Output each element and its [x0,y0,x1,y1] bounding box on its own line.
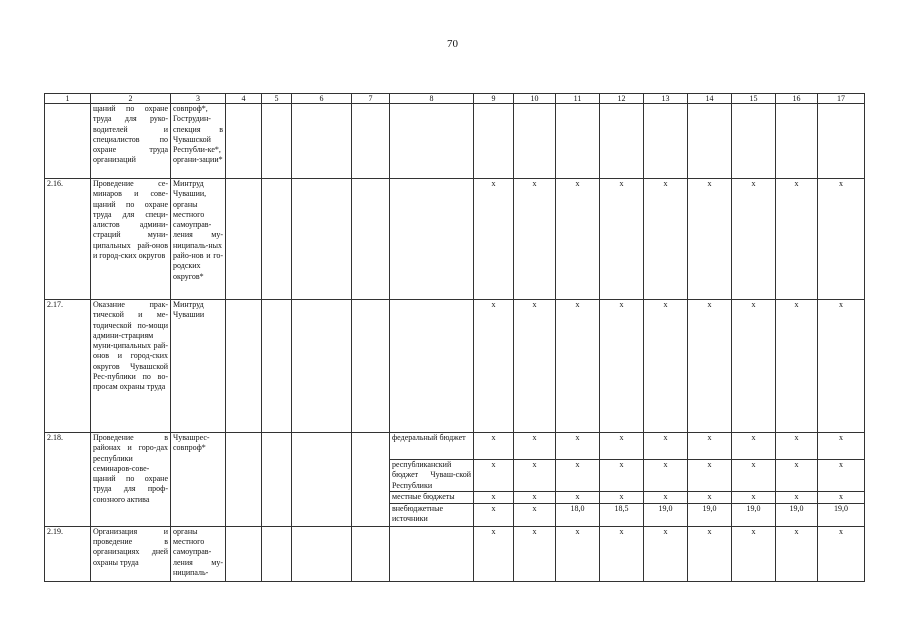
executor-cell: Минтруд Чувашии, органы местного самоуправ-ления му-ниципаль-ных райо-нов и го-родских округов* [171,179,226,300]
column-header: 4 [226,94,262,104]
funding-source-cell [390,300,474,433]
value-cell: х [776,179,818,300]
empty-cell [226,104,262,179]
column-header: 1 [45,94,91,104]
value-cell: х [688,526,732,581]
value-cell: х [776,433,818,460]
item-number-cell: 2.18. [45,433,91,527]
empty-cell [292,433,352,527]
table-row [45,300,865,433]
value-cell: 19,0 [688,503,732,526]
value-cell: х [600,460,644,492]
empty-cell [292,300,352,433]
value-cell [556,104,600,179]
value-cell: 19,0 [644,503,688,526]
value-cell: х [600,491,644,503]
value-cell: х [732,433,776,460]
activity-name-cell: щаний по охране труда для руко-водителей и специалистов по охране труда организаций [91,104,171,179]
value-cell: х [474,433,514,460]
value-cell [776,104,818,179]
value-cell: х [514,526,556,581]
funding-source-cell: республиканский бюджет Чуваш-ской Республики [390,460,474,492]
column-header: 11 [556,94,600,104]
value-cell [474,104,514,179]
value-cell [600,104,644,179]
value-cell: х [776,460,818,492]
column-header: 6 [292,94,352,104]
value-cell: х [474,300,514,433]
value-cell: х [732,300,776,433]
value-cell: х [474,460,514,492]
value-cell: х [644,526,688,581]
value-cell [688,104,732,179]
value-cell: х [514,300,556,433]
value-cell: х [644,433,688,460]
value-cell: х [600,300,644,433]
empty-cell [226,433,262,527]
column-header: 16 [776,94,818,104]
value-cell: х [600,433,644,460]
value-cell: х [818,300,865,433]
column-header: 12 [600,94,644,104]
value-cell: х [644,491,688,503]
value-cell: х [688,300,732,433]
value-cell: х [818,460,865,492]
table-row [45,104,865,179]
value-cell: х [514,179,556,300]
column-header: 7 [352,94,390,104]
executor-cell: Чувашрес-совпроф* [171,433,226,527]
value-cell: х [600,179,644,300]
item-number-cell [45,104,91,179]
executor-cell: совпроф*, Гострудин-спекция в Чувашской Республи-ке*, органи-зации* [171,104,226,179]
empty-cell [352,300,390,433]
value-cell: х [474,526,514,581]
value-cell: х [732,491,776,503]
value-cell [732,104,776,179]
value-cell: х [514,460,556,492]
value-cell: 19,0 [818,503,865,526]
empty-cell [226,526,262,581]
value-cell: х [776,526,818,581]
value-cell: х [644,460,688,492]
column-header: 5 [262,94,292,104]
value-cell: х [514,491,556,503]
funding-source-cell [390,179,474,300]
value-cell: 18,5 [600,503,644,526]
empty-cell [226,179,262,300]
column-header: 15 [732,94,776,104]
empty-cell [352,526,390,581]
value-cell: х [688,433,732,460]
value-cell [514,104,556,179]
column-header: 10 [514,94,556,104]
funding-source-cell: местные бюджеты [390,491,474,503]
column-header: 14 [688,94,732,104]
executor-cell: органы местного самоуправ-ления му-ниципаль- [171,526,226,581]
value-cell: х [556,460,600,492]
value-cell [644,104,688,179]
value-cell: х [644,179,688,300]
value-cell: х [644,300,688,433]
value-cell: х [556,433,600,460]
value-cell: х [474,491,514,503]
value-cell: х [474,503,514,526]
empty-cell [292,526,352,581]
value-cell: х [474,179,514,300]
item-number-cell: 2.17. [45,300,91,433]
value-cell: х [688,179,732,300]
empty-cell [262,104,292,179]
value-cell: х [514,433,556,460]
value-cell: х [688,460,732,492]
value-cell: х [732,460,776,492]
table-row [45,526,865,581]
value-cell: 18,0 [556,503,600,526]
table-header-row [45,94,865,104]
value-cell: х [732,526,776,581]
activity-name-cell: Проведение в районах и горо-дах республики семинаров-сове-щаний по охране труда для проф-союзного актива [91,433,171,527]
value-cell: х [818,433,865,460]
activity-name-cell: Проведение се-минаров и сове-щаний по охране труда для специ-алистов админи-страций муни-ципальных рай-онов и город-ских округов [91,179,171,300]
value-cell: х [556,179,600,300]
empty-cell [292,104,352,179]
empty-cell [292,179,352,300]
value-cell: х [600,526,644,581]
empty-cell [226,300,262,433]
value-cell: х [818,179,865,300]
value-cell: 19,0 [732,503,776,526]
program-table [44,93,865,582]
funding-source-cell: федеральный бюджет [390,433,474,460]
value-cell: х [556,491,600,503]
value-cell: х [732,179,776,300]
item-number-cell: 2.19. [45,526,91,581]
funding-source-cell [390,526,474,581]
empty-cell [352,104,390,179]
empty-cell [262,433,292,527]
value-cell: х [818,526,865,581]
column-header: 8 [390,94,474,104]
activity-name-cell: Оказание прак-тической и ме-тодической по-мощи админи-страциям муни-ципальных рай-онов и город-ских округов Чувашской Рес-публики по во-просам охраны труда [91,300,171,433]
value-cell: 19,0 [776,503,818,526]
value-cell: х [514,503,556,526]
activity-name-cell: Организация и проведение в организациях дней охраны труда [91,526,171,581]
empty-cell [352,179,390,300]
value-cell: х [818,491,865,503]
value-cell: х [556,526,600,581]
table-row [45,433,865,460]
value-cell: х [556,300,600,433]
table-row [45,179,865,300]
column-header: 17 [818,94,865,104]
value-cell: х [688,491,732,503]
column-header: 13 [644,94,688,104]
funding-source-cell [390,104,474,179]
item-number-cell: 2.16. [45,179,91,300]
empty-cell [262,300,292,433]
column-header: 3 [171,94,226,104]
column-header: 9 [474,94,514,104]
column-header: 2 [91,94,171,104]
empty-cell [352,433,390,527]
value-cell: х [776,300,818,433]
empty-cell [262,179,292,300]
page-number: 70 [447,38,458,50]
empty-cell [262,526,292,581]
executor-cell: Минтруд Чувашии [171,300,226,433]
value-cell [818,104,865,179]
value-cell: х [776,491,818,503]
funding-source-cell: внебюджетные источники [390,503,474,526]
